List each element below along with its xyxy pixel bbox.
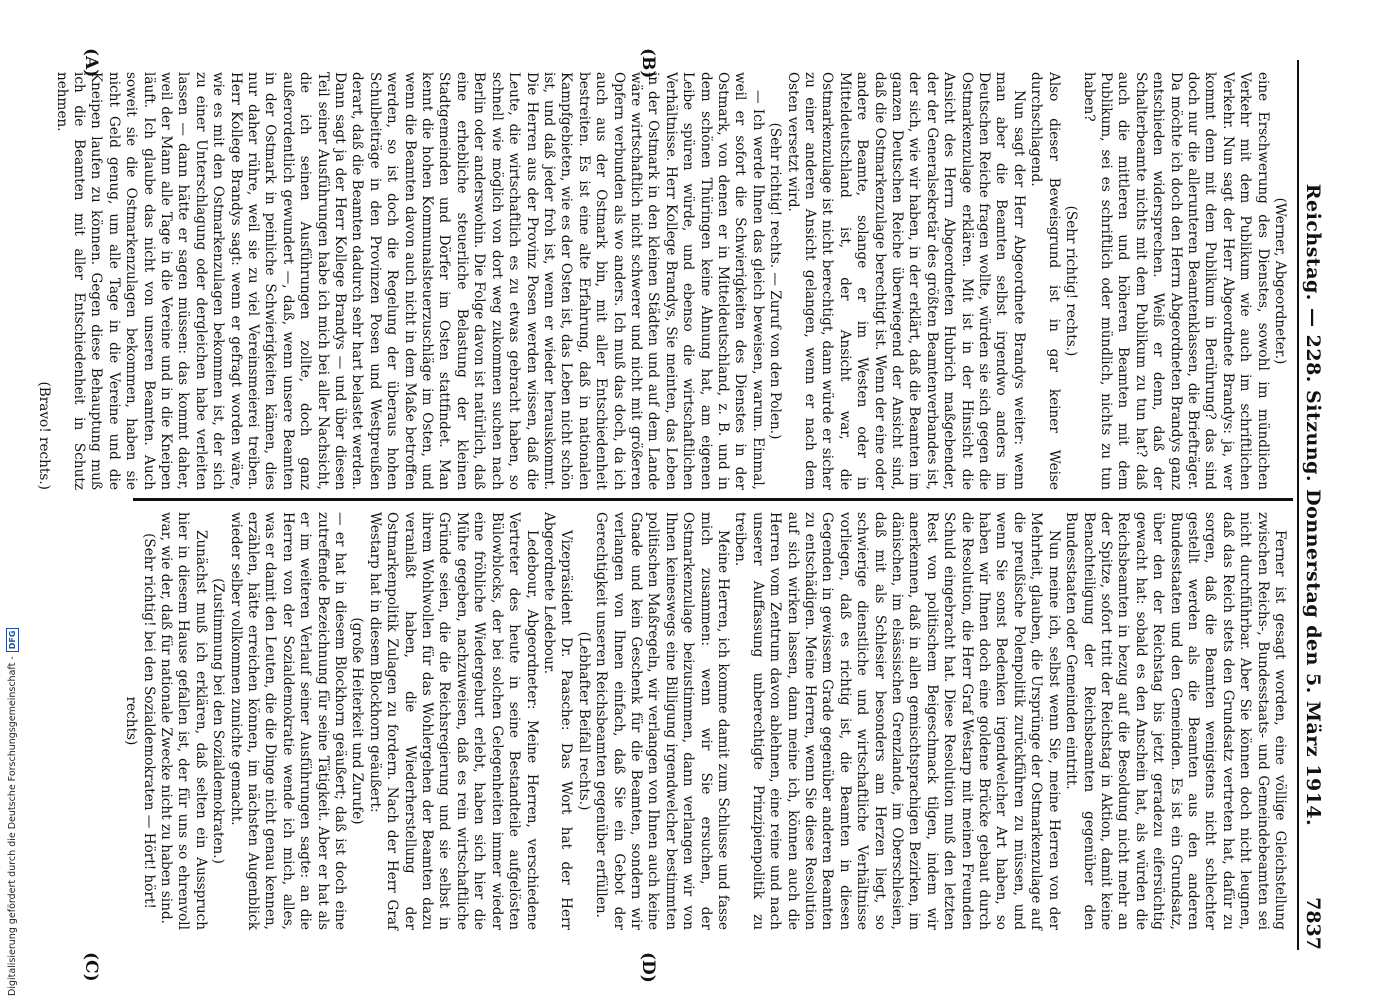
column-divider (133, 498, 1293, 501)
paragraph: Zunächst muß ich erklären, daß selten ein Ausspruch hier in diesem Hause gefallen ist, der für uns so ehrenvoll war, wie der, daß für nationale Zwecke nicht zu haben sind. (158, 512, 209, 930)
speaker-header: (Werner, Abgeordneter.) (1272, 197, 1288, 365)
page-number: 7837 (1302, 897, 1324, 950)
paragraph: Meine Herren, ich komme damit zum Schlusse und fasse mich zusammen: wenn wir Sie ersuchen, der Ostmarkenzulage beizustimmen, dann verlangen wir von Ihnen keineswegs eine Billigung irgendwelcher bestimmten politischen Maßregeln, wir verlangen von Ihnen auch keine Gnade und kein Geschenk für die Beamten, sondern wir verlangen von Ihnen einfach, daß Sie ein Gebot der Gerechtigkeit unseren Reichsbeamten gegenüber erfüllen. (593, 512, 731, 930)
margin-marker-d: (D) (638, 952, 658, 983)
paragraph: Ferner ist gesagt worden, eine völlige Gleichstellung zwischen Reichs-, Bundesstaats- und Gemeindebeamten sei nicht durchführbar. Aber Sie können doch nicht leugnen, daß das Reich stets den Grundsatz vertreten hat, dafür zu sorgen, daß die Beamten wenigstens nicht schlechter gestellt werden als die Beamten aus den anderen Bundesstaaten und den Gemeinden. Es ist ein Grundsatz, über den der Reichstag bis jetzt geradezu eifersüchtig gewacht hat: sobald es den Anschein hat, als würden die Reichsbeamten in bezug auf die Besoldung nicht mehr an der Spitze, sofort tritt der Reichstag in Aktion, damit keine Benachteiligung der Reichsbeamten gegenüber den Bundesstaaten oder Gemeinden eintritt. (1063, 512, 1288, 930)
interjection: (große Heiterkeit und Zurufe) (349, 617, 366, 825)
digitization-caption (6, 6, 19, 996)
left-column (36, 72, 1288, 490)
paragraph: Ledebour, Abgeordneter: Meine Herren, verschiedene Vertreter des heute in seine Bestandteile aufgelösten Bülowblocks, der bei solchen Gelegenheiten immer wieder eine fröhliche Wiedergeburt erlebt, haben sich hier die Mühe gegeben, nachzuweisen, daß es rein wirtschaftliche Gründe seien, die die Reichsregierung und sie selbst in ihrem Wohlwollen für das Wohlergehen der Beamten dazu veranlaßt haben, die Wiederherstellung der Ostmarkenpolitik Zulagen zu fordern. Nach der Herr Graf Westarp hat in diesem Blockhorn geäußert: (366, 512, 540, 930)
paragraph: — Ich werde Ihnen das gleich beweisen, warum. Einmal, weil er sofort die Schwierigkeiten des Dienstes in der Ostmark, von denen er in Mitteldeutschland, z. B. und in dem schönen Thüringen keine Ahnung hat, am eigenen Leibe spüren würde, und ebenso die wirtschaftlichen Verhältnisse. Herr Kollege Brandys, Sie meinten, das Leben in der Ostmark in den kleinen Städten und auf dem Lande wäre wirtschaftlich nicht schwerer und nicht mit größeren Opfern verbunden als wo anders. Ich muß das doch, da ich auch aus der Ostmark bin, mit aller Entschiedenheit bestreiten. Es ist eine alte Erfahrung, daß in nationalen Kampfgebieten, wie es der Osten ist, das Leben nicht schön ist, und daß jeder froh ist, wenn er wieder herauskommt. Die Herren aus der Provinz Posen werden wissen, daß die Leute, die wirtschaftlich es zu etwas gebracht haben, so schnell wie möglich von dort weg zukommen suchen nach Berlin oder anderswohin. Die Folge davon ist natürlich, daß eine erhebliche steuerliche Belastung der kleinen Stadtgemeinden und Dörfer im Osten stattfindet. Man kennt die hohen Kommunalsteuerzuschläge im Osten, und wenn die Beamten davon auch nicht in dem Maße betroffen werden, so ist doch die Regelung der überaus hohen Schulbeiträge in den Provinzen Posen und Westpreußen derart, daß die Beamten dadurch sehr hart belastet werden. Dann sagt ja der Herr Kollege Brandys — und über diesen Teil seiner Ausführungen habe ich mich bei aller Nachsicht, die ich seinen Ausführungen zollte, doch ganz außerordentlich gewundert —, daß, wenn unsere Beamten in der Ostmark in peinliche Schwierigkeiten kämen, dies nur daher rühre, weil sie zu viel Vereinsmeierei treiben. Herr Kollege Brandys sagt: wenn er gefragt worden wäre, wie es mit den Ostmarkenzulagen bekommen ist, der sich zu einer Unterschlagung oder dergleichen habe verleiten lassen — dann hätte er sagen müssen: das kommt daher, weil der Mann alle Tage in die Vereine und in die Kneipen läuft. Ich glaube das nicht von unseren Beamten. Auch soweit sie die Ostmarkenzulagen bekommen, haben sie nicht Geld genug, um alle Tage in die Vereine und die Kneipen laufen zu können. Gegen diese Behauptung muß ich die Beamten mit aller Entschiedenheit in Schutz nehmen. (53, 72, 766, 490)
margin-marker-c: (C) (81, 952, 101, 982)
dfg-logo: DFG (6, 628, 19, 653)
paragraph: Nun meine ich, selbst wenn Sie, meine Herren von der Mehrheit, glauben, die Ursprünge der Ostmarkenzulage auf die preußische Polenpolitik zurückführen zu müssen, und wenn Sie sonst Bedenken irgendwelcher Art haben, so haben wir Ihnen doch eine goldene Brücke gebaut durch die Resolution, die Herr Graf Westarp mit meinen Freunden Schuld eingebracht hat. Diese Resolution muß den letzten Rest von politischem Beigeschmack tilgen, indem wir anerkennen, daß in allen gemischtsprachigen Bezirken, im dänischen, im elsässischen Grenzlande, im Oberschlesien, daß mit als Schlesier besonders am Herzen liegt, so schwierige dienstliche und wirtschaftliche Verhältnisse vorliegen, daß es richtig ist, die Beamten in diesen Gegenden in gewissem Grade gegenüber anderen Beamten zu entschädigen. Meine Herren, wenn Sie diese Resolution auf sich wirken lassen, dann meine ich, können auch die Herren vom Zentrum davon ablehnen, eine reine und nach unserer Auffassung unberechtigte Prinzipienpolitik zu treiben. (732, 512, 1062, 930)
paragraph: eine Erschwerung des Dienstes, sowohl im mündlichen Verkehr mit dem Publikum wie auch im schriftlichen Verkehr. Nun sagt der Herr Abgeordnete Brandys: ja, wer kommt denn mit dem Publikum in Berührung? das sind doch nur die allerunteren Beamtenklassen, die Briefträger. Da möchte ich doch den Herrn Abgeordneten Brandys ganz entschieden widersprechen. Weiß er denn, daß der Schalterbeamte nichts mit dem Publikum zu tun hat? daß auch die mittleren und höheren Beamten mit dem Publikum, sei es schriftlich oder mündlich, nichts zu tun haben? (1080, 72, 1271, 490)
page-header (1297, 60, 1331, 950)
paragraph: Also dieser Beweisgrund ist in gar keiner Weise durchschlagend. (1028, 72, 1062, 490)
interjection: (Zustimmung bei den Sozialdemokraten.) (210, 578, 227, 864)
page-title: Reichstag. — 228. Sitzung. Donnerstag den 5. März 1914. (1302, 183, 1324, 827)
interjection: (Lebhafter Beifall rechts.) (575, 631, 592, 811)
margin-marker-b: (B) (638, 48, 658, 79)
speaker-intro: Vizepräsident Dr. Paasche: Das Wort hat der Herr Abgeordnete Ledebour. (540, 512, 575, 930)
paragraph: Nun sagt der Herr Abgeordnete Brandys weiter: wenn man aber die Beamten selbst irgendwo anders im Deutschen Reiche fragen wollte, würden sie sich gegen die Ostmarkenzulage erklären. Mit ist in der Hinsicht die Ansicht des Herrn Abgeordneten Hubrich maßgebender, der der Generalsekretär des größten Beamtenverbandes ist, der sich, wie wir haben, in der erklärt, daß die Beamten im ganzen Deutschen Reiche überwiegend der Ansicht sind, daß die Ostmarkenzulage berechtigt ist. Wenn der eine oder andere Beamte, solange er im Westen oder in Mitteldeutschland ist, der Ansicht war, die Ostmarkenzulage ist nicht berechtigt, dann würde er sicher zu einer anderen Ansicht gelangen, wenn er nach dem Osten versetzt wird. (784, 72, 1027, 490)
caption-text: Digitalisierung gefördert durch die Deutsche Forschungsgemeinschaft - (7, 656, 18, 996)
interjection: (Sehr richtig! rechts. — Zuruf von den Polen.) (767, 122, 784, 440)
interjection: (Sehr richtig! bei den Sozialdemokraten — Hört! hört! rechts) (123, 533, 157, 909)
right-column (123, 512, 1288, 930)
interjection: (Sehr richtig! rechts.) (1063, 205, 1080, 357)
paragraph: — er hat in diesem Blockhorn geäußert; daß ist doch eine zutreffende Bezeichnung für seine Tätigkeit. Aber er hat als er im weiteren Verlauf seiner Ausführungen sagte: an die Herren von der Sozialdemokratie wende ich mich, alles, was er damit den Leuten, die die Dinge nicht genau kennen, erzählen, hätte erreichen können, im nächsten Augenblick wieder selber vollkommen zunichte gemacht. (227, 512, 349, 930)
interjection: (Bravo! rechts.) (36, 381, 53, 490)
margin-marker-a: (A) (81, 48, 101, 78)
